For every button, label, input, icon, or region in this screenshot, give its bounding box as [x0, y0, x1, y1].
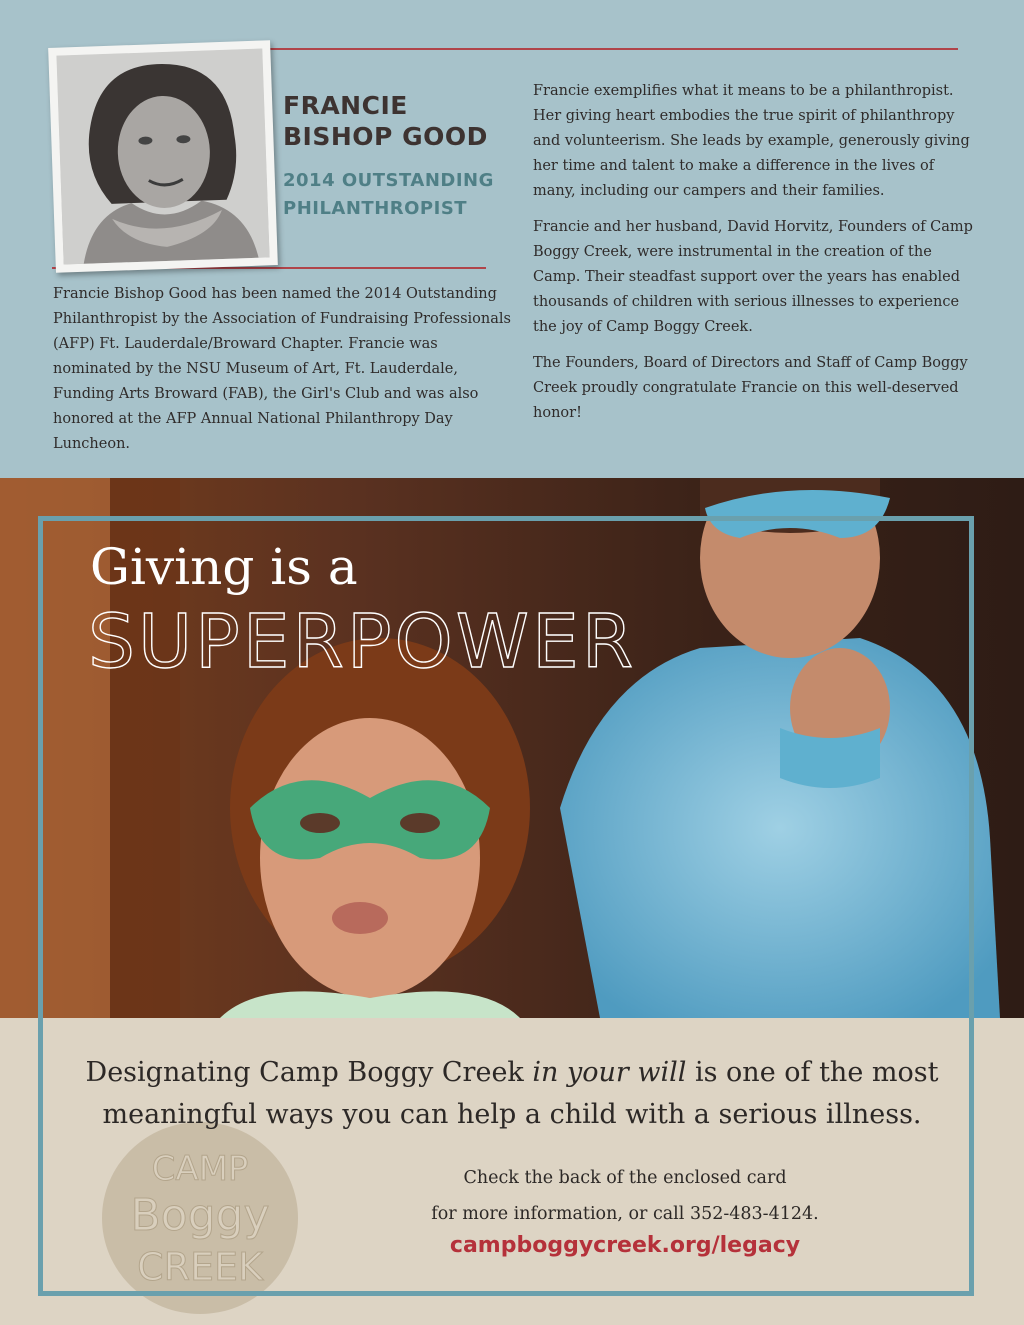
decorative-frame [38, 516, 974, 1296]
tribute-paragraph-3: The Founders, Board of Directors and Staff of Camp Boggy Creek proudly congratulate Francie on this well-deserved honor! [533, 355, 968, 421]
nomination-paragraph: Francie Bishop Good has been named the 2014 Outstanding Philanthropist by the Association of Fundraising Professionals (AFP) Ft. Lauderdale/Broward Chapter. Francie was nominated by the NSU Museum of Art, Ft. Lauderdale, Funding Arts Broward (FAB), the Girl's Club and was also honored at the AFP Annual National Philanthropy Day Luncheon. [53, 286, 511, 452]
svg-text:CAMP: CAMP [151, 1149, 249, 1189]
appeal-line-1-emphasis: in your will [532, 1057, 687, 1088]
honor-title-line1: 2014 OUTSTANDING [283, 170, 494, 191]
tribute-paragraph-1: Francie exemplifies what it means to be a philanthropist. Her giving heart embodies the true spirit of philanthropy and volunteerism. She leads by example, generously giving her time and talent to make a difference in the lives of many, including our campers and their families. [533, 83, 970, 199]
portrait-photo [56, 48, 269, 264]
right-column [533, 79, 978, 437]
appeal-line-1b: is one of the most [686, 1057, 939, 1088]
hero-headline-line1: Giving is a [90, 538, 358, 596]
contact-line-1: Check the back of the enclosed card [463, 1168, 787, 1188]
appeal-line-1a: Designating Camp Boggy Creek [85, 1057, 533, 1088]
honoree-name-line1: FRANCIE [283, 91, 408, 120]
tribute-paragraph-2: Francie and her husband, David Horvitz, Founders of Camp Boggy Creek, were instrumental in the creation of the Camp. Their steadfast support over the years has enabled thousands of children with serious illnesses to experience the joy of Camp Boggy Creek. [533, 219, 973, 335]
svg-text:CREEK: CREEK [137, 1245, 263, 1289]
left-column [53, 282, 513, 468]
appeal-line-2: meaningful ways you can help a child with a serious illness. [102, 1099, 922, 1130]
honoree-name-line2: BISHOP GOOD [283, 122, 488, 151]
contact-line-2: for more information, or call 352-483-4124. [431, 1204, 819, 1224]
legacy-url-link[interactable]: campboggycreek.org/legacy [449, 1233, 801, 1258]
portrait-photo-frame [48, 40, 278, 273]
hero-headline-line2: SUPERPOWER [88, 599, 637, 685]
honor-title-line2: PHILANTHROPIST [283, 198, 468, 219]
honoree-name [283, 90, 488, 152]
honor-title [283, 167, 494, 223]
svg-text:Boggy: Boggy [130, 1190, 270, 1241]
